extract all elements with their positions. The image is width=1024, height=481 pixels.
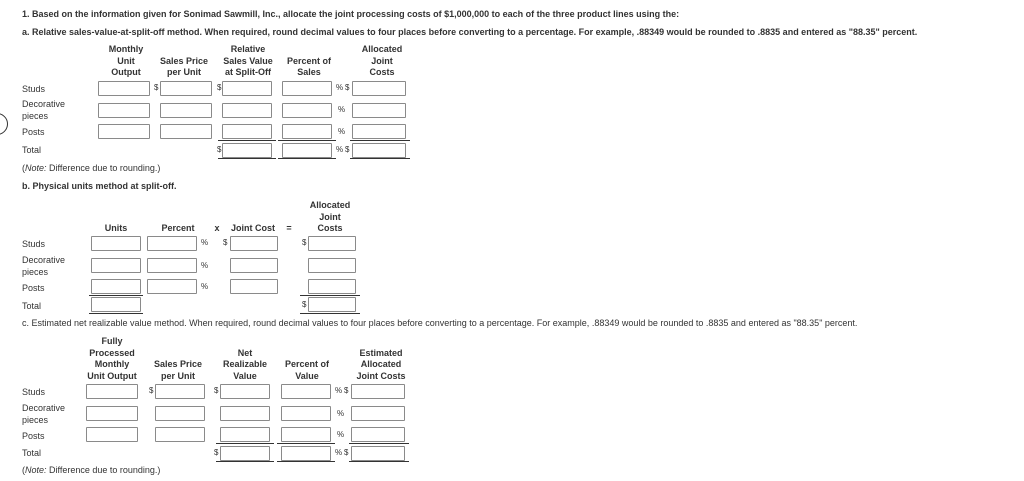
part-b-total-double-rule <box>89 313 143 314</box>
part-c-total-estimated-allocated-joint-costs-input[interactable] <box>351 446 405 461</box>
part-c-posts-estimated-allocated-joint-costs-input[interactable] <box>351 427 405 442</box>
part-b-studs-percent-input[interactable] <box>147 236 197 251</box>
dollar-sign: $ <box>223 238 228 247</box>
part-b-studs-units-input[interactable] <box>91 236 141 251</box>
percent-sign: % <box>335 386 343 395</box>
part-b-total-units-input[interactable] <box>91 297 141 312</box>
part-a-total-allocated-joint-costs-input[interactable] <box>352 143 406 158</box>
part-b-decorative-allocated-joint-costs-input[interactable] <box>308 258 356 273</box>
part-c-title: c. Estimated net realizable value method. When required, round decimal values to four places before converting to a percentage. For example, .88349 would be rounded to .8835 and entered as "88.35" percent. <box>22 318 858 328</box>
part-a-posts-relative-sales-value-input[interactable] <box>222 124 272 139</box>
part-a-posts-monthly-unit-output-input[interactable] <box>98 124 150 139</box>
part-a-posts-allocated-joint-costs-input[interactable] <box>352 124 406 139</box>
part-c-total-double-rule <box>349 461 409 462</box>
part-c-note: (Note: Difference due to rounding.) <box>22 465 161 475</box>
percent-sign: % <box>338 105 346 114</box>
part-b-header-times: x <box>214 223 220 233</box>
part-b-header-equals: = <box>286 223 292 233</box>
part-c-header-estimated-allocated-joint-costs: Estimated Allocated Joint Costs <box>356 347 406 381</box>
percent-sign: % <box>335 448 343 457</box>
part-a-decorative-sales-price-input[interactable] <box>160 103 212 118</box>
percent-sign: % <box>201 238 209 247</box>
part-b-decorative-percent-input[interactable] <box>147 258 197 273</box>
dollar-sign: $ <box>149 386 154 395</box>
part-a-studs-relative-sales-value-input[interactable] <box>222 81 272 96</box>
dollar-sign: $ <box>217 83 222 92</box>
part-c-studs-sales-price-input[interactable] <box>155 384 205 399</box>
part-c-row-label-total: Total <box>22 448 42 458</box>
part-c-header-fully-processed-output: Fully Processed Monthly Unit Output <box>87 336 137 381</box>
part-a-row-label-decorative: Decorative pieces <box>22 99 66 121</box>
part-b-row-label-studs: Studs <box>22 239 46 249</box>
dollar-sign: $ <box>214 386 219 395</box>
part-a-posts-percent-of-sales-input[interactable] <box>282 124 332 139</box>
part-b-decorative-joint-cost-input[interactable] <box>230 258 278 273</box>
part-c-total-net-realizable-value-input[interactable] <box>220 446 270 461</box>
dollar-sign: $ <box>344 386 349 395</box>
part-a-total-percent-of-sales-input[interactable] <box>282 143 332 158</box>
dollar-sign: $ <box>154 83 159 92</box>
percent-sign: % <box>201 261 209 270</box>
dollar-sign: $ <box>302 300 307 309</box>
dollar-sign: $ <box>345 145 350 154</box>
part-c-row-label-decorative: Decorative pieces <box>22 403 66 425</box>
question-marker <box>0 113 8 135</box>
part-c-decorative-sales-price-input[interactable] <box>155 406 205 421</box>
part-b-total-allocated-joint-costs-input[interactable] <box>308 297 356 312</box>
part-a-studs-monthly-unit-output-input[interactable] <box>98 81 150 96</box>
part-c-row-label-studs: Studs <box>22 387 46 397</box>
part-b-posts-allocated-joint-costs-input[interactable] <box>308 279 356 294</box>
part-c-header-net-realizable-value: Net Realizable Value <box>222 347 268 381</box>
part-a-header-percent-of-sales: Percent of Sales <box>286 55 331 77</box>
percent-sign: % <box>337 409 345 418</box>
part-c-header-sales-price: Sales Price per Unit <box>153 359 203 381</box>
part-b-header-units: Units <box>104 223 128 233</box>
part-b-posts-joint-cost-input[interactable] <box>230 279 278 294</box>
part-c-posts-net-realizable-value-input[interactable] <box>220 427 270 442</box>
part-b-row-label-decorative: Decorative pieces <box>22 255 66 277</box>
part-a-decorative-relative-sales-value-input[interactable] <box>222 103 272 118</box>
part-b-row-label-posts: Posts <box>22 283 45 293</box>
dollar-sign: $ <box>302 238 307 247</box>
part-a-studs-sales-price-input[interactable] <box>160 81 212 96</box>
part-c-row-label-posts: Posts <box>22 431 45 441</box>
part-b-header-percent: Percent <box>161 223 195 233</box>
part-c-total-rule <box>216 443 274 444</box>
part-c-total-double-rule <box>216 461 274 462</box>
part-a-header-relative-sales-value: Relative Sales Value at Split-Off <box>223 44 273 77</box>
part-a-studs-percent-of-sales-input[interactable] <box>282 81 332 96</box>
part-c-posts-sales-price-input[interactable] <box>155 427 205 442</box>
percent-sign: % <box>337 430 345 439</box>
part-b-studs-allocated-joint-costs-input[interactable] <box>308 236 356 251</box>
question-intro: 1. Based on the information given for Sonimad Sawmill, Inc., allocate the joint processing costs of $1,000,000 to each of the three product lines using the: <box>22 9 680 19</box>
part-a-total-rule <box>278 140 336 141</box>
part-a-decorative-monthly-unit-output-input[interactable] <box>98 103 150 118</box>
part-b-total-double-rule <box>300 313 360 314</box>
part-c-posts-output-input[interactable] <box>86 427 138 442</box>
part-c-studs-output-input[interactable] <box>86 384 138 399</box>
part-c-total-percent-of-value-input[interactable] <box>281 446 331 461</box>
part-a-row-label-studs: Studs <box>22 84 46 94</box>
part-c-studs-percent-of-value-input[interactable] <box>281 384 331 399</box>
percent-sign: % <box>336 145 344 154</box>
part-b-posts-units-input[interactable] <box>91 279 141 294</box>
part-b-row-label-total: Total <box>22 301 42 311</box>
part-a-header-allocated-joint-costs: Allocated Joint Costs <box>361 44 403 77</box>
part-b-header-joint-cost: Joint Cost <box>231 223 275 233</box>
part-c-decorative-net-realizable-value-input[interactable] <box>220 406 270 421</box>
part-b-total-rule <box>300 295 360 296</box>
part-c-total-double-rule <box>277 461 335 462</box>
part-c-decorative-estimated-allocated-joint-costs-input[interactable] <box>351 406 405 421</box>
part-b-title: b. Physical units method at split-off. <box>22 181 177 191</box>
part-a-row-label-total: Total <box>22 145 42 155</box>
part-a-total-double-rule <box>278 158 336 159</box>
part-a-header-sales-price: Sales Price per Unit <box>159 55 209 77</box>
part-a-decorative-allocated-joint-costs-input[interactable] <box>352 103 406 118</box>
part-b-posts-percent-input[interactable] <box>147 279 197 294</box>
dollar-sign: $ <box>345 83 350 92</box>
part-c-studs-estimated-allocated-joint-costs-input[interactable] <box>351 384 405 399</box>
part-c-posts-percent-of-value-input[interactable] <box>281 427 331 442</box>
dollar-sign: $ <box>214 448 219 457</box>
percent-sign: % <box>336 83 344 92</box>
part-a-total-relative-sales-value-input[interactable] <box>222 143 272 158</box>
part-b-decorative-units-input[interactable] <box>91 258 141 273</box>
part-a-total-rule <box>350 140 410 141</box>
part-a-row-label-posts: Posts <box>22 127 45 137</box>
part-b-studs-joint-cost-input[interactable] <box>230 236 278 251</box>
part-a-header-monthly-unit-output: Monthly Unit Output <box>108 44 144 77</box>
dollar-sign: $ <box>344 448 349 457</box>
part-c-decorative-output-input[interactable] <box>86 406 138 421</box>
part-c-decorative-percent-of-value-input[interactable] <box>281 406 331 421</box>
part-c-header-percent-of-value: Percent of Value <box>284 359 329 381</box>
part-b-total-rule <box>89 295 143 296</box>
part-a-total-double-rule <box>218 158 276 159</box>
part-c-total-rule <box>277 443 335 444</box>
part-c-studs-net-realizable-value-input[interactable] <box>220 384 270 399</box>
part-a-total-double-rule <box>350 158 410 159</box>
part-a-posts-sales-price-input[interactable] <box>160 124 212 139</box>
part-a-total-rule <box>218 140 276 141</box>
dollar-sign: $ <box>217 145 222 154</box>
percent-sign: % <box>201 282 209 291</box>
percent-sign: % <box>338 127 346 136</box>
part-a-decorative-percent-of-sales-input[interactable] <box>282 103 332 118</box>
part-a-studs-allocated-joint-costs-input[interactable] <box>352 81 406 96</box>
part-c-total-rule <box>349 443 409 444</box>
part-a-note: (Note: Difference due to rounding.) <box>22 163 161 173</box>
part-b-header-allocated-joint-costs: Allocated Joint Costs <box>309 200 351 233</box>
part-a-title: a. Relative sales-value-at-split-off method. When required, round decimal values to four places before converting to a percentage. For example, .88349 would be rounded to .8835 and entered as "88.35" percent. <box>22 27 918 37</box>
